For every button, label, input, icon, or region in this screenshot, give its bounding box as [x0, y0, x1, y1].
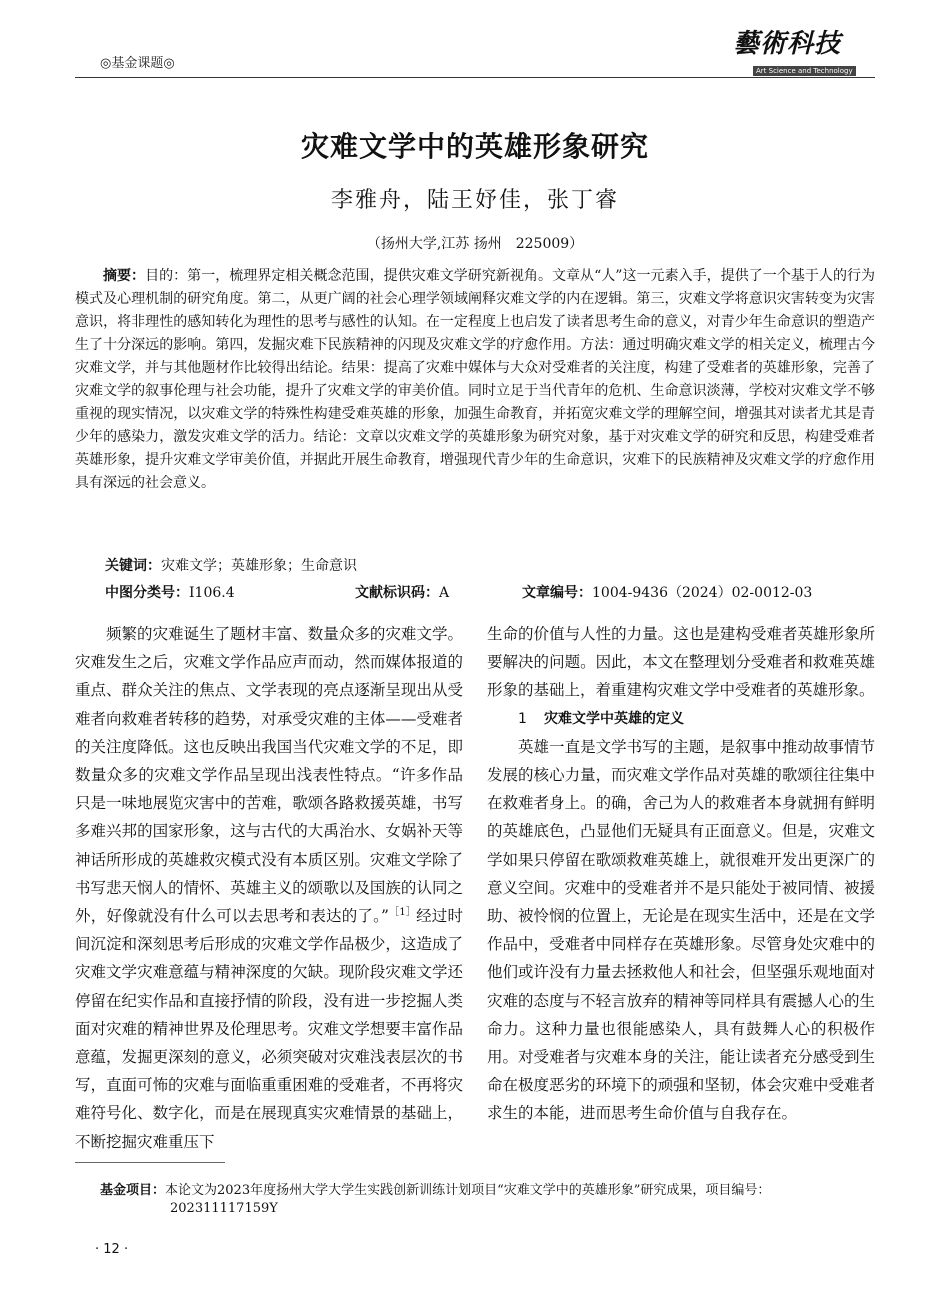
- clc-number: [105, 582, 235, 602]
- body-column-left: [75, 620, 463, 1156]
- clc-label: 中图分类号：: [105, 585, 189, 601]
- paper-title: 灾难文学中的英雄形象研究: [300, 130, 649, 163]
- body-paragraph: [75, 620, 463, 1156]
- body-paragraph-continued: 生命的价值与人性的力量。这也是建构受难者英雄形象所要解决的问题。因此，本文在整理划分受难者和救难英雄形象的基础上，着重建构灾难文学中受难者的英雄形象。: [487, 625, 875, 700]
- footnote: [100, 1182, 880, 1218]
- abstract-text: 目的：第一，梳理界定相关概念范围，提供灾难文学研究新视角。文章从“人”这一元素入手，提供了一个基于人的行为模式及心理机制的研究角度。第二，从更广阔的社会心理学领域阐释灾难文学的内在逻辑。第三，灾难文学将意识灾害转变为灾害意识，将非理性的感知转化为理性的思考与感性的认知。在一定程度上也启发了读者思考生命的意义，对青少年生命意识的塑造产生了十分深远的影响。第四，发掘灾难下民族精神的闪现及灾难文学的疗愈作用。方法：通过明确灾难文学的相关定义，梳理古今灾难文学，并与其他题材作比较得出结论。结果：提高了灾难中媒体与大众对受难者的关注度，构建了受难者的英雄形象，完善了灾难文学的叙事伦理与社会功能，提升了灾难文学的审美价值。同时立足于当代青年的危机、生命意识淡薄，学校对灾难文学不够重视的现实情况，以灾难文学的特殊性构建受难英雄的形象，加强生命教育，并拓宽灾难文学的理解空间，增强其对读者尤其是青少年的感染力，激发灾难文学的活力。结论：文章以灾难文学的英雄形象为研究对象，基于对灾难文学的研究和反思，构建受难者英雄形象，提升灾难文学审美价值，并据此开展生命教育，增强现代青少年的生命意识，灾难下的民族精神及灾难文学的疗愈作用具有深远的社会意义。: [75, 268, 876, 491]
- journal-logo-en: Art Science and Technology: [753, 66, 856, 76]
- affiliation: （扬州大学,江苏 扬州 225009）: [366, 236, 584, 252]
- footnote-text-line2: 202311117159Y: [170, 1201, 278, 1216]
- body-text-continued: 经过时间沉淀和深刻思考后形成的灾难文学作品极少，这造成了灾难文学灾难意蕴与精神深度的欠缺。现阶段灾难文学还停留在纪实作品和直接抒情的阶段，没有进一步挖掘人类面对灾难的精神世界及伦理思考。灾难文学想要丰富作品意蕴，发掘更深刻的意义，必须突破对灾难浅表层次的书写，直面可怖的灾难与面临重重困难的受难者，不再将灾难符号化、数字化，而是在展现真实灾难情景的基础上，不断挖掘灾难重压下: [75, 907, 463, 1151]
- document-code: [355, 582, 449, 602]
- article-number: [522, 582, 812, 602]
- body-column-right: [487, 620, 875, 1128]
- doc-label: 文献标识码：: [355, 585, 439, 601]
- journal-logo-cn: 藝術科技: [733, 29, 842, 59]
- citation: ［1］: [388, 906, 417, 918]
- section-tag: ◎基金课题◎: [100, 56, 175, 71]
- article-label: 文章编号：: [522, 585, 592, 601]
- page-number: · 12 ·: [95, 1242, 129, 1257]
- keywords: [105, 555, 357, 575]
- footnote-label: 基金项目：: [100, 1183, 166, 1198]
- footnote-divider: [75, 1162, 225, 1163]
- keywords-label: 关键词：: [105, 558, 161, 574]
- footnote-text: 本论文为2023年度扬州大学大学生实践创新训练计划项目“灾难文学中的英雄形象”研究成果，项目编号：: [165, 1183, 771, 1198]
- article-value: 1004-9436（2024）02-0012-03: [592, 585, 813, 601]
- section-heading: [487, 705, 875, 733]
- body-text: 频繁的灾难诞生了题材丰富、数量众多的灾难文学。灾难发生之后，灾难文学作品应声而动，然而媒体报道的重点、群众关注的焦点、文学表现的亮点逐渐呈现出从受难者向救难者转移的趋势，对承受灾难的主体——受难者的关注度降低。这也反映出我国当代灾难文学的不足，即数量众多的灾难文学作品呈现出浅表性特点。“许多作品只是一味地展览灾害中的苦难，歌颂各路救援英雄，书写多难兴邦的国家形象，这与古代的大禹治水、女娲补天等神话所形成的英雄救灾模式没有本质区别。灾难文学除了书写悲天悯人的情怀、英雄主义的颂歌以及国族的认同之外，好像就没有什么可以去思考和表达的了。”: [75, 625, 463, 926]
- abstract-label: 摘要：: [103, 268, 146, 284]
- abstract: [75, 265, 875, 495]
- section-title: 灾难文学中英雄的定义: [544, 710, 684, 727]
- authors: 李雅舟，陆王妤佳，张丁睿: [330, 188, 619, 213]
- header-divider: [75, 77, 875, 78]
- journal-logo: [733, 29, 853, 75]
- doc-value: A: [439, 585, 450, 601]
- clc-value: I106.4: [189, 585, 235, 601]
- body-paragraph: 英雄一直是文学书写的主题，是叙事中推动故事情节发展的核心力量，而灾难文学作品对英雄的歌颂往往集中在救难者身上。的确，舍己为人的救难者本身就拥有鲜明的英雄底色，凸显他们无疑具有正面意义。但是，灾难文学如果只停留在歌颂救难英雄上，就很难开发出更深广的意义空间。灾难中的受难者并不是只能处于被同情、被援助、被怜悯的位置上，无论是在现实生活中，还是在文学作品中，受难者中同样存在英雄形象。尽管身处灾难中的他们或许没有力量去拯救他人和社会，但坚强乐观地面对灾难的态度与不轻言放弃的精神等同样具有震撼人心的生命力。这种力量也很能感染人，具有鼓舞人心的积极作用。对受难者与灾难本身的关注，能让读者充分感受到生命在极度恶劣的环境下的顽强和坚韧，体会灾难中受难者求生的本能，进而思考生命价值与自我存在。: [487, 737, 875, 1123]
- section-number: 1: [518, 710, 527, 727]
- keywords-text: 灾难文学；英雄形象；生命意识: [161, 558, 357, 574]
